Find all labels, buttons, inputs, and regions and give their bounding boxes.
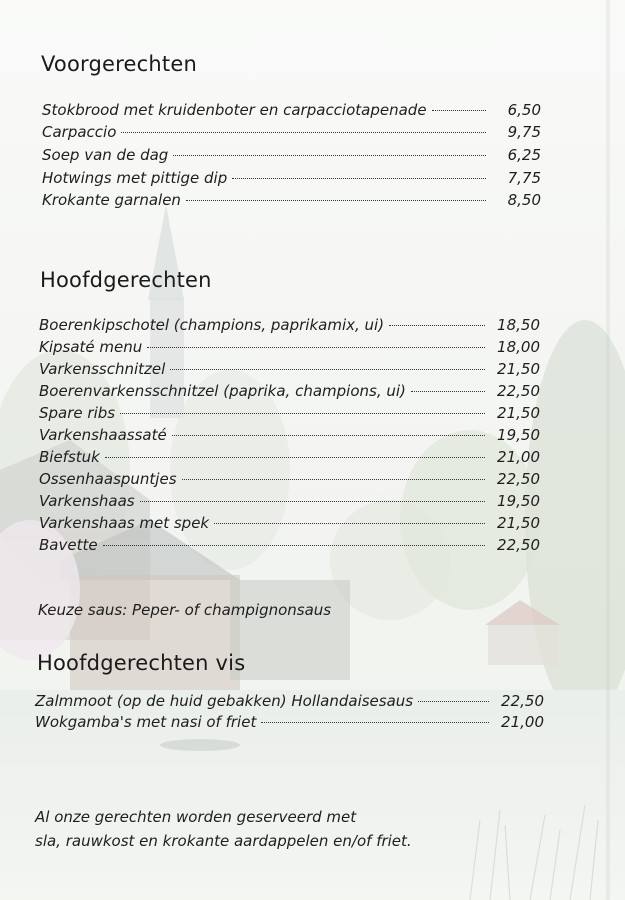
menu-item: [39, 314, 540, 336]
leader-dots: [214, 523, 485, 524]
leader-dots: [121, 132, 486, 133]
menu-item: [35, 711, 544, 733]
menu-item: [39, 512, 540, 534]
leader-dots: [261, 722, 489, 723]
item-name: Krokante garnalen: [42, 191, 181, 209]
leader-dots: [432, 110, 486, 111]
item-price: 22,50: [497, 536, 540, 554]
item-price: 22,50: [501, 692, 544, 710]
item-name: Ossenhaaspuntjes: [39, 470, 177, 488]
item-price: 19,50: [497, 492, 540, 510]
item-name: Hotwings met pittige dip: [42, 169, 228, 187]
item-price: 6,50: [507, 101, 541, 119]
item-name: Kipsaté menu: [39, 338, 143, 356]
section-title-hoofdgerechten-vis: Hoofdgerechten vis: [37, 651, 246, 675]
menu-item: [39, 446, 540, 468]
leader-dots: [173, 155, 486, 156]
item-name: Wokgamba's met nasi of friet: [35, 713, 257, 731]
item-price: 21,50: [497, 360, 540, 378]
menu-item: [39, 336, 540, 358]
item-name: Varkensschnitzel: [39, 360, 166, 378]
menu-item: [39, 358, 540, 380]
item-name: Biefstuk: [39, 448, 100, 466]
leader-dots: [411, 391, 485, 392]
item-name: Zalmmoot (op de huid gebakken) Hollandaisesaus: [35, 692, 414, 710]
leader-dots: [418, 701, 489, 702]
menu-item: [39, 424, 540, 446]
item-price: 18,50: [497, 316, 540, 334]
item-price: 8,50: [507, 191, 541, 209]
menu-item: [39, 402, 540, 424]
item-price: 9,75: [507, 123, 541, 141]
item-name: Varkenshaas: [39, 492, 135, 510]
menu-item: [39, 468, 540, 490]
menu-item: [39, 534, 540, 556]
item-price: 21,00: [501, 713, 544, 731]
menu-item: [39, 380, 540, 402]
menu-item: [39, 490, 540, 512]
item-price: 22,50: [497, 470, 540, 488]
item-name: Soep van de dag: [42, 146, 169, 164]
section-title-hoofdgerechten: Hoofdgerechten: [40, 268, 212, 292]
menu-item: [42, 189, 541, 211]
menu-item: [42, 121, 541, 143]
item-price: 21,00: [497, 448, 540, 466]
menu-item: [42, 167, 541, 189]
item-name: Boerenvarkensschnitzel (paprika, champions, ui): [39, 382, 406, 400]
item-price: 7,75: [507, 169, 541, 187]
menu-item: [42, 144, 541, 166]
leader-dots: [105, 457, 485, 458]
leader-dots: [232, 178, 486, 179]
menu-item: [42, 99, 541, 121]
footer-note-line-1: Al onze gerechten worden geserveerd met: [35, 808, 357, 826]
leader-dots: [172, 435, 485, 436]
item-price: 18,00: [497, 338, 540, 356]
sauce-note: Keuze saus: Peper- of champignonsaus: [38, 601, 332, 619]
item-name: Stokbrood met kruidenboter en carpacciotapenade: [42, 101, 427, 119]
item-name: Boerenkipschotel (champions, paprikamix, ui): [39, 316, 385, 334]
leader-dots: [103, 545, 485, 546]
footer-note-line-2: sla, rauwkost en krokante aardappelen en/of friet.: [35, 832, 412, 850]
leader-dots: [140, 501, 485, 502]
leader-dots: [147, 347, 485, 348]
leader-dots: [389, 325, 485, 326]
item-name: Varkenshaas met spek: [39, 514, 210, 532]
menu-item: [35, 690, 544, 712]
item-price: 19,50: [497, 426, 540, 444]
item-name: Carpaccio: [42, 123, 117, 141]
leader-dots: [186, 200, 486, 201]
item-name: Bavette: [39, 536, 98, 554]
section-title-voorgerechten: Voorgerechten: [41, 52, 197, 76]
leader-dots: [182, 479, 485, 480]
leader-dots: [120, 413, 485, 414]
item-name: Varkenshaassaté: [39, 426, 167, 444]
leader-dots: [170, 369, 485, 370]
item-name: Spare ribs: [39, 404, 116, 422]
item-price: 21,50: [497, 404, 540, 422]
item-price: 21,50: [497, 514, 540, 532]
item-price: 22,50: [497, 382, 540, 400]
item-price: 6,25: [507, 146, 541, 164]
